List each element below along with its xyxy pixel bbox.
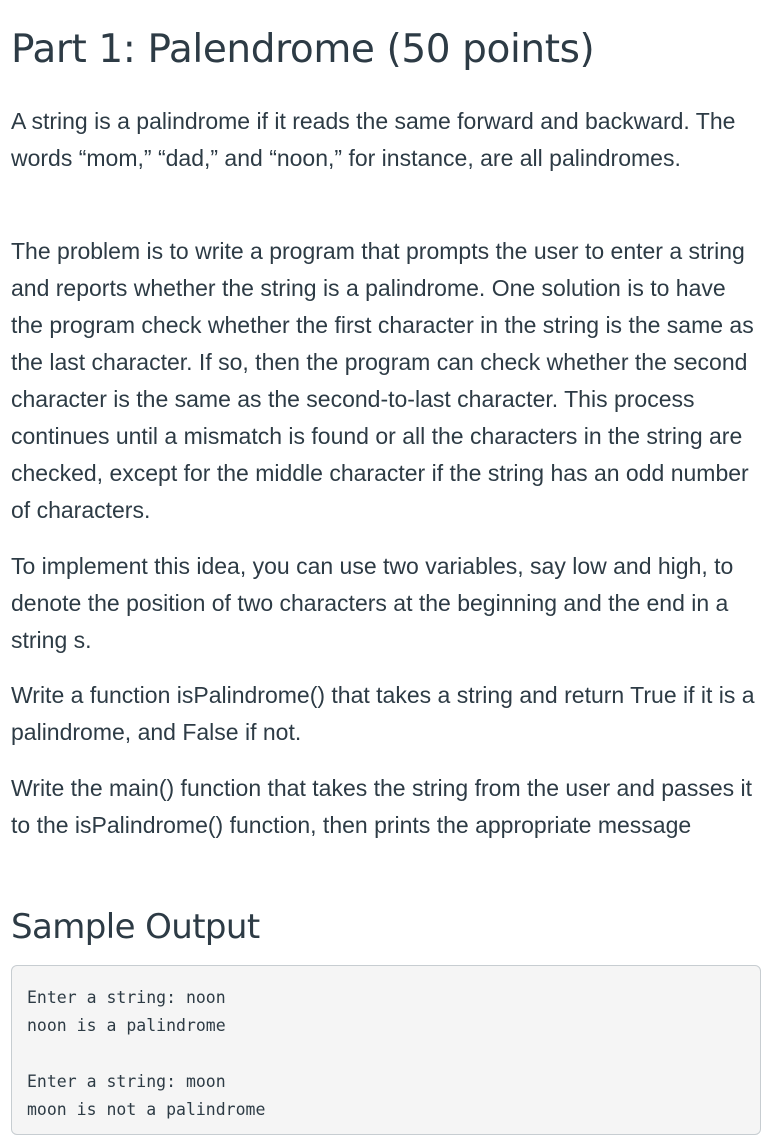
code-line: Enter a string: moon: [27, 1072, 226, 1091]
code-line: noon is a palindrome: [27, 1016, 226, 1035]
code-line: moon is not a palindrome: [27, 1100, 266, 1119]
function-paragraph: Write a function isPalindrome() that takes a string and return True if it is a palindrome, and False if not.: [11, 682, 755, 745]
intro-paragraph: A string is a palindrome if it reads the same forward and backward. The words “mom,” “dad,” and “noon,” for instance, are all palindromes.: [11, 108, 736, 171]
problem-paragraph: The problem is to write a program that prompts the user to enter a string and reports whether the string is a palindrome. One solution is to have the program check whether the first character in the string is the same as the last character. If so, then the program can check whether the second character is the same as the second-to-last character. This process continues until a mismatch is found or all the characters in the string are checked, except for the middle character if the string has an odd number of characters.: [11, 238, 754, 523]
sample-output-code-block: [11, 965, 761, 1135]
implementation-paragraph: To implement this idea, you can use two variables, say low and high, to denote the position of two characters at the beginning and the end in a string s.: [11, 553, 734, 653]
page-title: Part 1: Palendrome (50 points): [11, 27, 595, 72]
code-blank-line: [27, 1040, 760, 1068]
sample-output-heading: Sample Output: [11, 907, 260, 947]
main-function-paragraph: Write the main() function that takes the string from the user and passes it to the isPalindrome() function, then prints the appropriate message: [11, 775, 753, 838]
code-line: Enter a string: noon: [27, 988, 226, 1007]
